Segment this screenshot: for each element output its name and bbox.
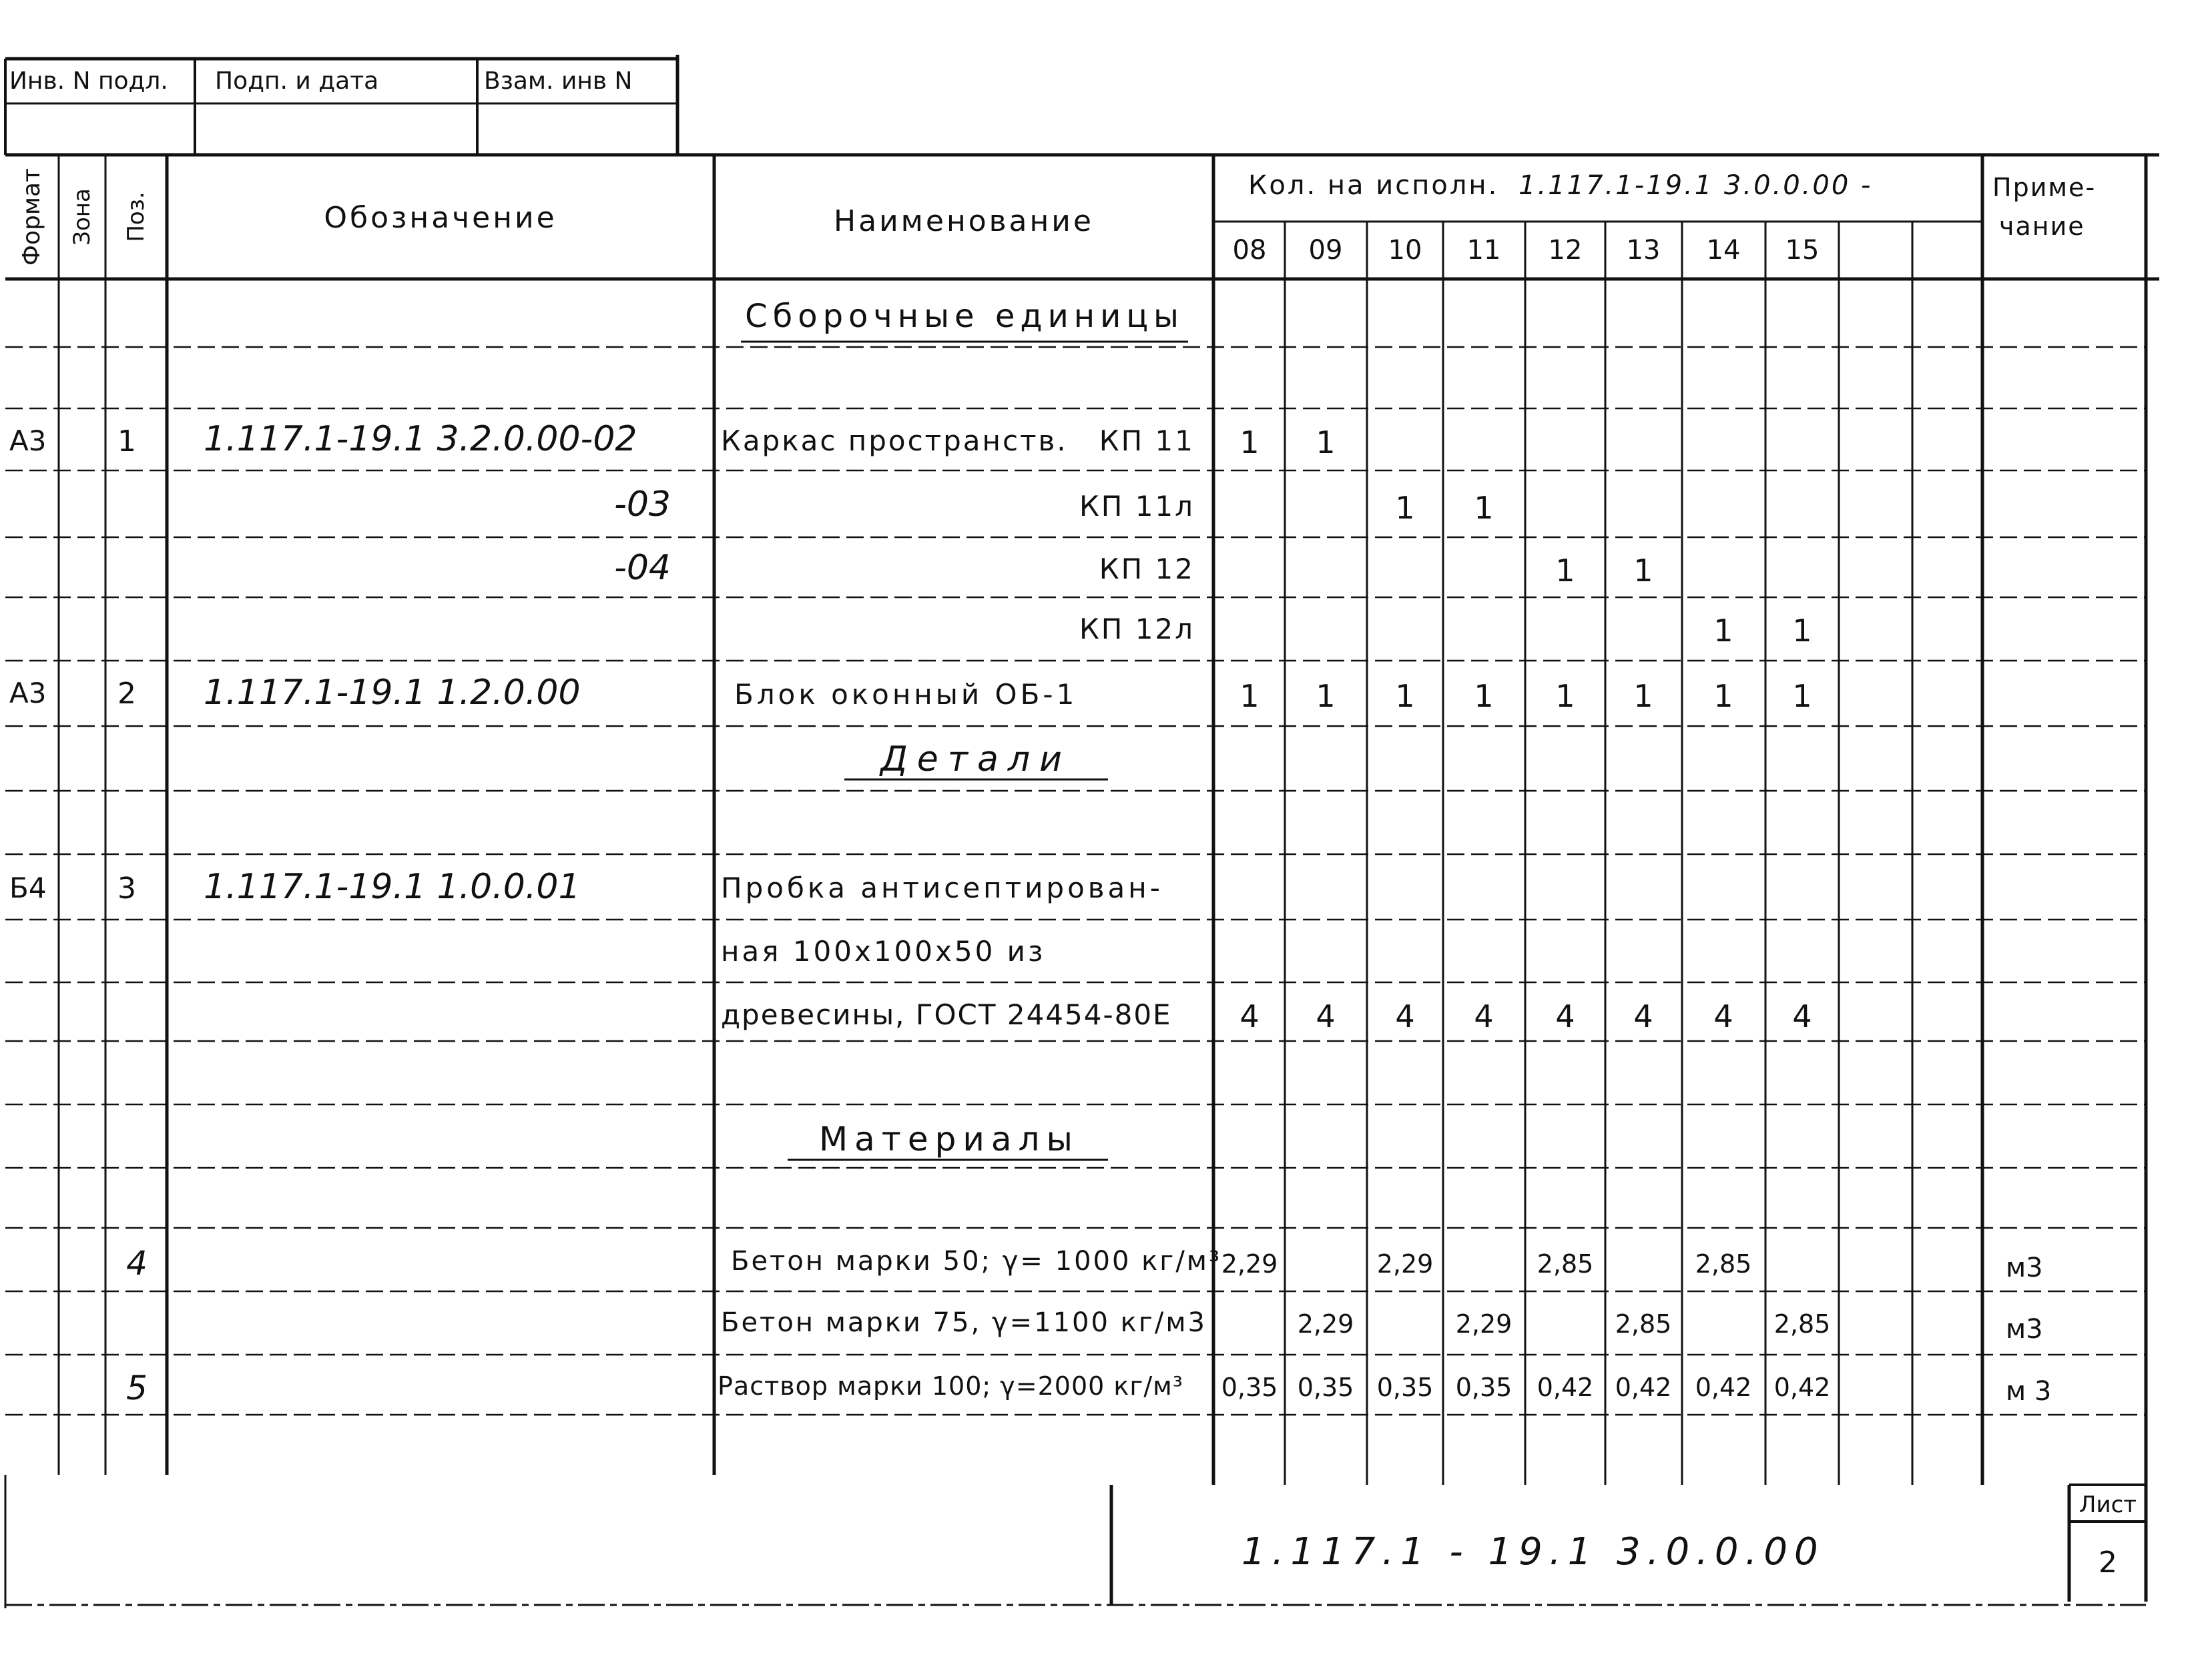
row1-format: А3 — [9, 424, 47, 457]
qty-cell: 1 — [1239, 424, 1260, 460]
qty-cell: 1 — [1555, 553, 1575, 589]
qty-cell: 1 — [1633, 678, 1653, 714]
row5-name: Блок оконный ОБ-1 — [734, 678, 1078, 711]
row3-name2: КП 12 — [1099, 553, 1195, 585]
row2-designation: -03 — [614, 484, 671, 525]
qty-cell: 0,42 — [1615, 1373, 1672, 1402]
row9-name: Раствор марки 100; γ=2000 кг/м³ — [718, 1371, 1184, 1401]
qty-cell: 0,42 — [1537, 1373, 1594, 1402]
footer-list-label: Лист — [2079, 1492, 2137, 1518]
row5-poz: 2 — [117, 677, 136, 711]
qty-cell: 2,85 — [1773, 1309, 1831, 1339]
row8-note: м3 — [2006, 1314, 2043, 1345]
section-materials: Материалы — [819, 1120, 1079, 1158]
row1-name2: КП 11 — [1099, 424, 1195, 457]
qty-cell: 1 — [1713, 613, 1733, 649]
row4-name2: КП 12л — [1079, 613, 1195, 645]
section-assembly: Сборочные единицы — [745, 298, 1184, 335]
qty-cell: 4 — [1713, 998, 1733, 1034]
qty-cell: 0,35 — [1221, 1373, 1278, 1402]
row1-poz: 1 — [117, 424, 136, 458]
row5-format: А3 — [9, 677, 47, 709]
qty-cell: 4 — [1474, 998, 1494, 1034]
execution-header-12: 12 — [1548, 235, 1583, 266]
qty-cell: 2,29 — [1297, 1309, 1354, 1339]
qty-cell: 1 — [1316, 424, 1336, 460]
col-header-prim-1: Приме- — [1992, 173, 2097, 202]
qty-cell: 4 — [1316, 998, 1336, 1034]
execution-header-14: 14 — [1706, 235, 1741, 266]
stamp-vzam-inv: Взам. инв N — [484, 67, 633, 95]
qty-cell: 1 — [1792, 678, 1812, 714]
row8-name: Бетон марки 75, γ=1100 кг/м3 — [721, 1307, 1207, 1338]
col-header-poz: Поз. — [123, 192, 150, 242]
qty-cell: 2,85 — [1615, 1309, 1672, 1339]
execution-header-11: 11 — [1466, 235, 1501, 266]
qty-cell: 1 — [1792, 613, 1812, 649]
qty-cell: 1 — [1316, 678, 1336, 714]
col-header-format: Формат — [18, 168, 45, 266]
qty-cell: 2,85 — [1537, 1249, 1594, 1279]
qty-cell: 2,29 — [1221, 1249, 1278, 1279]
row7-poz: 4 — [126, 1244, 148, 1283]
row5-designation: 1.117.1-19.1 1.2.0.00 — [204, 673, 581, 713]
qty-cell: 1 — [1474, 678, 1494, 714]
row7-name: Бетон марки 50; γ= 1000 кг/м³ — [731, 1246, 1222, 1277]
qty-cell: 0,35 — [1455, 1373, 1512, 1402]
qty-cell: 2,85 — [1695, 1249, 1752, 1279]
col-header-zona: Зона — [69, 188, 95, 246]
qty-cell: 1 — [1395, 490, 1415, 526]
qty-cell: 4 — [1395, 998, 1415, 1034]
row9-note: м 3 — [2006, 1376, 2052, 1407]
qty-cell: 1 — [1395, 678, 1415, 714]
qty-cell: 2,29 — [1376, 1249, 1434, 1279]
qty-cell: 4 — [1633, 998, 1653, 1034]
row6-name-line3: древесины, ГОСТ 24454-80Е — [721, 998, 1172, 1031]
qty-cell: 1 — [1633, 553, 1653, 589]
qty-cell: 4 — [1792, 998, 1812, 1034]
col-header-kol — [1248, 172, 1872, 199]
qty-cell: 4 — [1555, 998, 1575, 1034]
row6-designation: 1.117.1-19.1 1.0.0.01 — [204, 867, 581, 907]
row1-name: Каркас пространств. — [721, 424, 1068, 457]
execution-header-09: 09 — [1308, 235, 1343, 266]
row2-name2: КП 11л — [1079, 490, 1195, 523]
kol-doc: 1.117.1-19.1 3.0.0.00 - — [1518, 170, 1873, 201]
row7-note: м3 — [2006, 1253, 2043, 1283]
row3-designation: -04 — [614, 548, 671, 588]
qty-cell: 0,35 — [1297, 1373, 1354, 1402]
row6-name-line2: ная 100х100х50 из — [721, 935, 1046, 968]
qty-cell: 1 — [1239, 678, 1260, 714]
row9-poz: 5 — [126, 1369, 148, 1407]
execution-header-15: 15 — [1785, 235, 1820, 266]
row6-poz: 3 — [117, 872, 136, 906]
execution-header-08: 08 — [1232, 235, 1267, 266]
row1-designation: 1.117.1-19.1 3.2.0.00-02 — [204, 419, 637, 459]
footer-list-number: 2 — [2099, 1546, 2117, 1580]
qty-cell: 4 — [1239, 998, 1260, 1034]
footer-doc: 1.117.1 - 19.1 3.0.0.00 — [1241, 1530, 1825, 1574]
qty-cell: 0,35 — [1376, 1373, 1434, 1402]
qty-cell: 1 — [1713, 678, 1733, 714]
qty-cell: 0,42 — [1773, 1373, 1831, 1402]
qty-cell: 0,42 — [1695, 1373, 1752, 1402]
row6-format: Б4 — [9, 872, 47, 904]
col-header-naimenovanie: Наименование — [834, 204, 1094, 238]
col-header-prim-2: чание — [1999, 212, 2085, 241]
execution-header-13: 13 — [1626, 235, 1661, 266]
section-details: Детали — [880, 739, 1071, 779]
stamp-inv-podl: Инв. N подл. — [9, 67, 168, 95]
execution-header-10: 10 — [1388, 235, 1422, 266]
qty-cell: 1 — [1555, 678, 1575, 714]
qty-cell: 2,29 — [1455, 1309, 1512, 1339]
kol-prefix: Кол. на исполн. — [1248, 170, 1499, 201]
row6-name-line1: Пробка антисептирован- — [721, 872, 1163, 904]
col-header-oboznachenie: Обозначение — [324, 201, 557, 235]
stamp-podp-data: Подп. и дата — [215, 67, 379, 95]
qty-cell: 1 — [1474, 490, 1494, 526]
